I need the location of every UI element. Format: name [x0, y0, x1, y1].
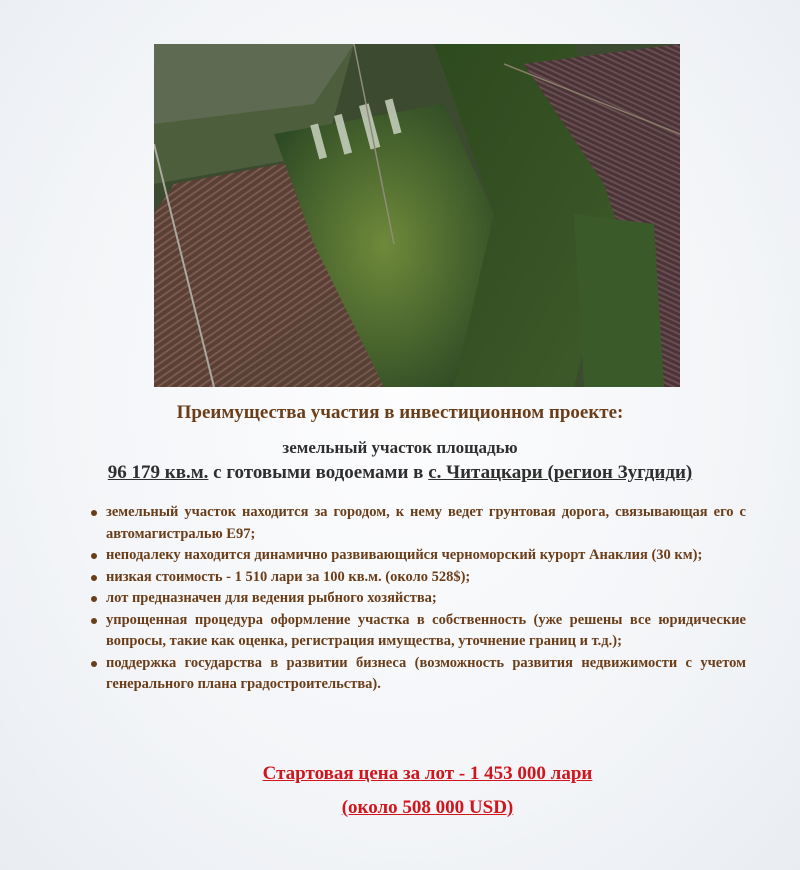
section-heading: Преимущества участия в инвестиционном проекте:	[176, 402, 624, 423]
subtitle-line2	[0, 462, 800, 484]
plot-location: с. Читацкари (регион Зугдиди)	[428, 462, 693, 483]
list-item: низкая стоимость - 1 510 лари за 100 кв.м. (около 528$);	[90, 567, 746, 589]
starting-price: Стартовая цена за лот - 1 453 000 лари	[262, 763, 593, 784]
subtitle-middle: с готовыми водоемами в	[208, 462, 429, 483]
aerial-photo-illustration	[154, 44, 680, 387]
advantages-list	[90, 502, 746, 696]
plot-area: 96 179 кв.м.	[107, 462, 209, 483]
list-item: упрощенная процедура оформление участка в собственность (уже решены все юридические вопросы, такие как оценка, регистрация имущества, уточнение границ и т.д.);	[90, 610, 746, 653]
subtitle-line1: земельный участок площадью	[282, 438, 518, 457]
price-usd: (около 508 000 USD)	[341, 797, 514, 818]
list-item: земельный участок находится за городом, к нему ведет грунтовая дорога, связывающая его с автомагистралью Е97;	[90, 502, 746, 545]
list-item: поддержка государства в развитии бизнеса (возможность развития недвижимости с учетом генерального плана градостроительства).	[90, 653, 746, 696]
list-item: неподалеку находится динамично развивающийся черноморский курорт Анаклия (30 км);	[90, 545, 746, 567]
list-item: лот предназначен для ведения рыбного хозяйства;	[90, 588, 746, 610]
aerial-farmland-photo	[154, 44, 680, 387]
